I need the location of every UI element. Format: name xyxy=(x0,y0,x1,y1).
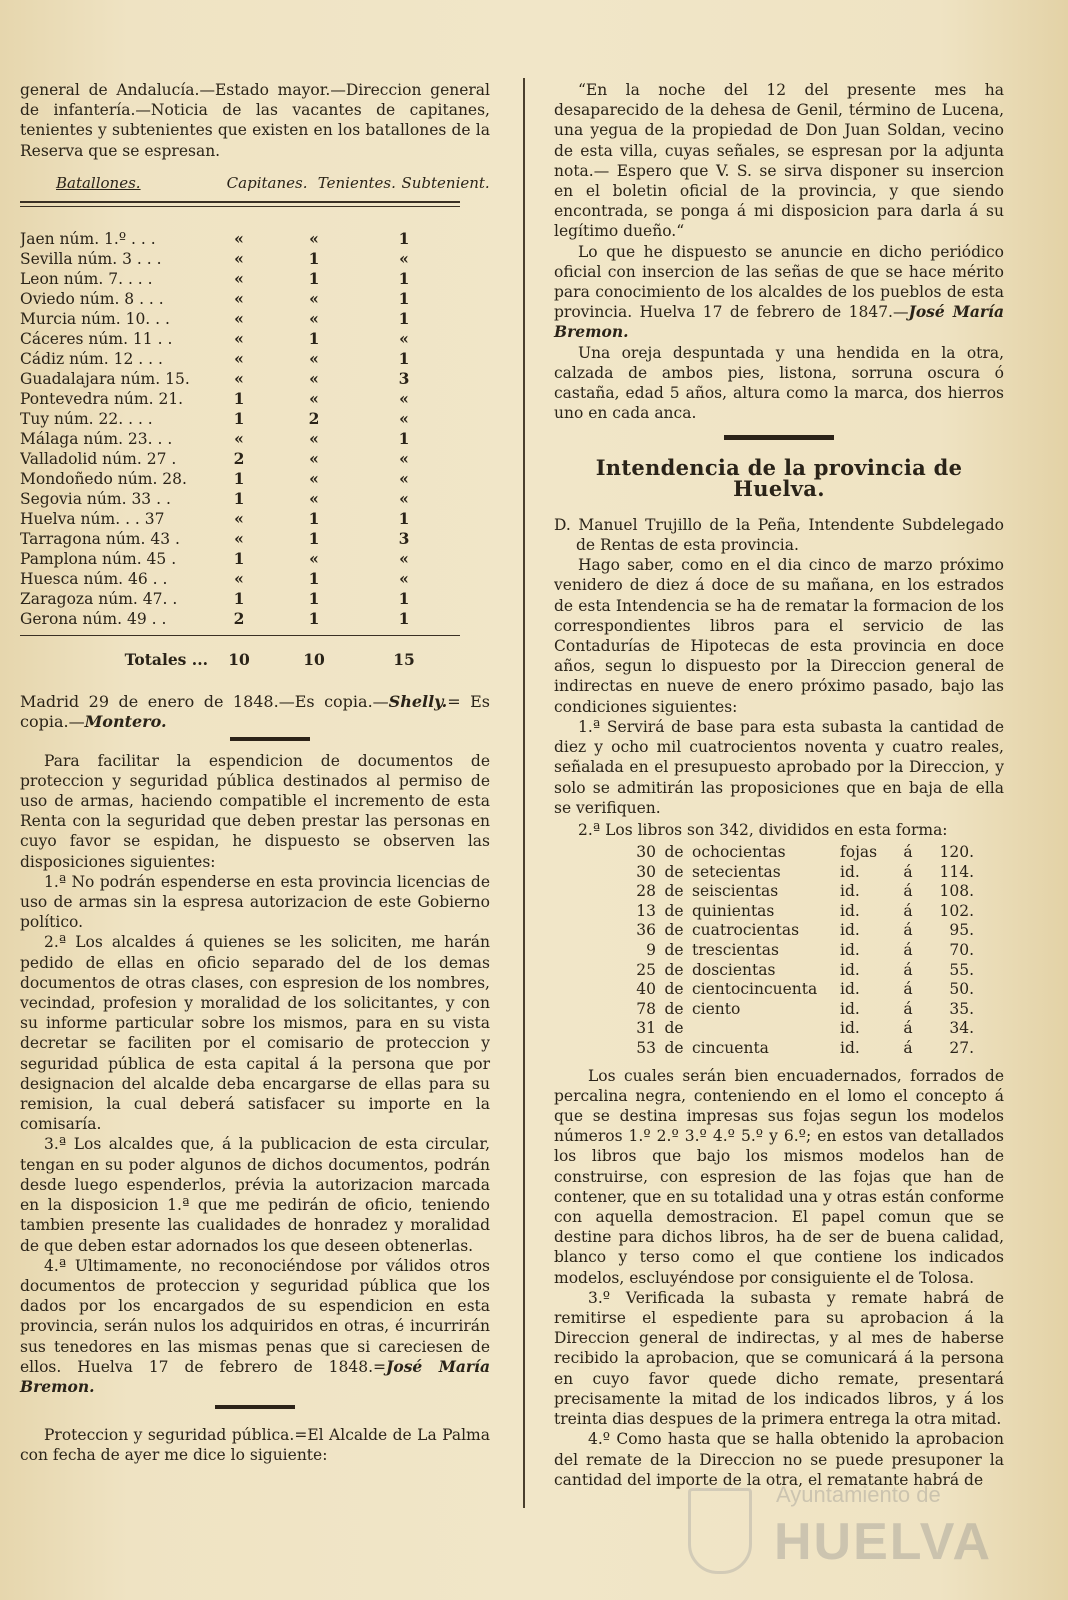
madrid-signature xyxy=(20,692,490,732)
subtenientes-cell: « xyxy=(399,388,409,408)
book-pages: seiscientas xyxy=(692,882,779,901)
subtenientes-cell: « xyxy=(399,328,409,348)
book-count: 31 xyxy=(636,1019,656,1038)
book-de: de xyxy=(664,901,684,920)
section-rule-2 xyxy=(215,1405,295,1409)
condicion-3: 3.º Verificada la subasta y remate habrá de remitirse el espediente para su aprobacion á la Direccion general de indirectas, y al mes de haberse recibido la aprobacion, que se comunicará á la persona en cuyo favor quede dicho remate, presentará precisamente la mitad de los indicados libros, y á los treinta dias despues de la primera entrega la otra mitad. xyxy=(554,1288,1004,1429)
header-batallones: Batallones. xyxy=(56,173,141,192)
capitanes-cell: 2 xyxy=(233,608,245,628)
table-row xyxy=(20,449,490,469)
watermark-small-text: Ayuntamiento de xyxy=(776,1482,941,1507)
capitanes-cell: « xyxy=(234,228,244,248)
capitanes-cell: « xyxy=(234,248,244,268)
battalion-name: Guadalajara núm. 15. xyxy=(20,369,190,388)
capitanes-cell: « xyxy=(234,288,244,308)
battalion-name: Pontevedra núm. 21. xyxy=(20,389,184,408)
subtenientes-cell: « xyxy=(399,548,409,568)
signature-bremon-2: José María Bremon. xyxy=(554,302,1004,342)
book-price: 27. xyxy=(949,1039,974,1058)
battalion-name: Mondoñedo núm. 28. xyxy=(20,469,187,488)
subtenientes-cell: 1 xyxy=(398,228,410,248)
list-item xyxy=(628,940,1004,960)
book-fojas: id. xyxy=(840,1039,860,1058)
capitanes-cell: « xyxy=(234,568,244,588)
list-item xyxy=(628,1038,1004,1058)
book-a: á xyxy=(903,999,913,1018)
battalion-table-body xyxy=(20,229,490,629)
disposicion-3: 3.ª Los alcaldes que, á la publicacion de esta circular, tengan en su poder algunos de dichos documentos, podrán desde luego espenderlos, prévia la autorizacion marcada en la disposicion 1.ª que me pedirán de oficio, teniendo tambien presente las cualidades de honradez y moralidad de que deben estar adornados los que deseen obtenerlas. xyxy=(20,1135,490,1255)
capitanes-cell: « xyxy=(234,508,244,528)
book-count: 30 xyxy=(636,862,656,881)
book-pages: trescientas xyxy=(692,941,779,960)
intendente-line: D. Manuel Trujillo de la Peña, Intendente Subdelegado de Rentas de esta provincia. xyxy=(554,515,1004,555)
battalion-name: Huelva núm. . . 37 xyxy=(20,509,165,528)
tenientes-cell: « xyxy=(309,288,319,308)
subtenientes-cell: « xyxy=(399,448,409,468)
books-description: Los cuales serán bien encuadernados, forrados de percalina negra, conteniendo en el lomo el concepto á que se destina impresas sus fojas segun los modelos números 1.º 2.º 3.º 4.º 5.º y 6.º; en estos van detallados los libros que bajo los mismos modelos han de construirse, con espresion de las fojas que han de contener, que en su totalidad una y otras están conforme con aquella demostracion. El papel comun que se destine para dichos libros, ha de ser de buena calidad, blanco y terso como el que contiene los indicados modelos, escluyéndose por consiguiente el de Tolosa. xyxy=(554,1066,1004,1287)
book-de: de xyxy=(664,862,684,881)
table-row xyxy=(20,349,490,369)
tenientes-cell: « xyxy=(309,428,319,448)
book-count: 78 xyxy=(636,999,656,1018)
tenientes-cell: « xyxy=(309,448,319,468)
list-item xyxy=(628,901,1004,921)
battalion-name: Valladolid núm. 27 . xyxy=(20,449,177,468)
right-column xyxy=(554,80,1004,1490)
quote-yegua: “En la noche del 12 del presente mes ha desaparecido de la dehesa de Genil, término de Lucena, una yegua de la propiedad de Don Juan Soldan, vecino de esta villa, cuyas señales, se espresan por la adjunta nota.— Espero que V. S. se sirva disponer su insercion en el boletin oficial de la provincia, y que siendo encontrada, se ponga á mi disposicion para darla á su legítimo dueño.“ xyxy=(554,81,1004,241)
book-fojas: id. xyxy=(840,901,860,920)
subtenientes-cell: « xyxy=(399,468,409,488)
book-fojas: id. xyxy=(840,980,860,999)
table-row xyxy=(20,549,490,569)
section-rule xyxy=(230,737,310,741)
books-list xyxy=(628,842,1004,1058)
book-de: de xyxy=(664,843,684,862)
totals-capitanes: 10 xyxy=(228,650,250,670)
book-fojas: id. xyxy=(840,941,860,960)
capitanes-cell: « xyxy=(234,348,244,368)
table-row xyxy=(20,329,490,349)
totals-tenientes: 10 xyxy=(303,650,325,670)
list-item xyxy=(628,960,1004,980)
disposicion-4 xyxy=(20,1256,490,1397)
header-capitanes: Capitanes. xyxy=(226,173,308,192)
book-de: de xyxy=(664,960,684,979)
book-pages: cientocincuenta xyxy=(692,980,818,999)
battalion-name: Pamplona núm. 45 . xyxy=(20,549,177,568)
list-item xyxy=(628,881,1004,901)
book-pages: quinientas xyxy=(692,901,775,920)
madrid-copy: = Es copia.— xyxy=(20,692,490,732)
table-row xyxy=(20,269,490,289)
signature-shelly: Shelly. xyxy=(388,692,448,712)
tenientes-cell: « xyxy=(309,228,319,248)
book-pages: ochocientas xyxy=(692,843,786,862)
book-a: á xyxy=(903,960,913,979)
book-count: 28 xyxy=(636,882,656,901)
capitanes-cell: « xyxy=(234,528,244,548)
capitanes-cell: 1 xyxy=(233,388,245,408)
book-count: 30 xyxy=(636,843,656,862)
book-count: 40 xyxy=(636,980,656,999)
tenientes-cell: 1 xyxy=(308,248,320,268)
shield-icon xyxy=(688,1488,752,1574)
section-rule-3 xyxy=(724,435,834,440)
book-fojas: id. xyxy=(840,921,860,940)
table-row xyxy=(20,429,490,449)
book-a: á xyxy=(903,980,913,999)
tenientes-cell: « xyxy=(309,368,319,388)
disposicion-1: 1.ª No podrán espenderse en esta provincia licencias de uso de armas sin la espresa autorizacion de este Gobierno político. xyxy=(20,872,490,932)
totals-row xyxy=(20,650,490,670)
subtenientes-cell: 1 xyxy=(398,428,410,448)
list-item xyxy=(628,979,1004,999)
tenientes-cell: « xyxy=(309,468,319,488)
condicion-2: 2.ª Los libros son 342, divididos en esta forma: xyxy=(578,820,948,839)
book-price: 35. xyxy=(949,999,974,1018)
book-pages xyxy=(692,1018,840,1038)
list-item xyxy=(628,842,1004,862)
subtenientes-cell: « xyxy=(399,488,409,508)
totals-subtenientes: 15 xyxy=(393,650,415,670)
list-item xyxy=(628,1018,1004,1038)
tenientes-cell: 1 xyxy=(308,268,320,288)
capitanes-cell: 1 xyxy=(233,408,245,428)
book-a: á xyxy=(903,1019,913,1038)
paragraph-armas: Para facilitar la espendicion de documentos de proteccion y seguridad pública destinados al permiso de uso de armas, haciendo compatible el incremento de esta Renta con la seguridad que deben prestar las personas en cuyo favor se espidan, he dispuesto se observen las disposiciones siguientes: xyxy=(20,751,490,871)
table-row xyxy=(20,309,490,329)
battalion-name: Sevilla núm. 3 . . . xyxy=(20,249,162,268)
book-fojas: id. xyxy=(840,999,860,1018)
signature-montero: Montero. xyxy=(84,712,167,732)
book-fojas: id. xyxy=(840,1019,860,1038)
book-a: á xyxy=(903,882,913,901)
disposicion-4-text: 4.ª Ultimamente, no reconociéndose por válidos otros documentos de proteccion y seguridad pública que los dados por los encargados de su espendicion en esta provincia, serán nulos los adquiridos en otras, é incurrirán sus tenedores en las mismas penas que si careciesen de ellos. Huelva 17 de febrero de 1848.= xyxy=(20,1256,490,1376)
book-count: 13 xyxy=(636,901,656,920)
tenientes-cell: « xyxy=(309,388,319,408)
book-pages: setecientas xyxy=(692,862,781,881)
tenientes-cell: 1 xyxy=(308,528,320,548)
capitanes-cell: 2 xyxy=(233,448,245,468)
tenientes-cell: 1 xyxy=(308,588,320,608)
tenientes-cell: « xyxy=(309,488,319,508)
madrid-text: Madrid 29 de enero de 1848.—Es copia.— xyxy=(20,692,389,712)
table-row xyxy=(20,369,490,389)
book-de: de xyxy=(664,941,684,960)
tenientes-cell: 1 xyxy=(308,608,320,628)
book-a: á xyxy=(903,843,913,862)
subtenientes-cell: 1 xyxy=(398,288,410,308)
capitanes-cell: « xyxy=(234,268,244,288)
book-price: 50. xyxy=(949,980,974,999)
list-item xyxy=(628,999,1004,1019)
battalion-name: Zaragoza núm. 47. . xyxy=(20,589,178,608)
battalion-name: Murcia núm. 10. . . xyxy=(20,309,170,328)
tenientes-cell: « xyxy=(309,308,319,328)
subtenientes-cell: 3 xyxy=(398,368,410,388)
subtenientes-cell: 1 xyxy=(398,508,410,528)
table-row xyxy=(20,249,490,269)
notice-anuncie-text: Lo que he dispuesto se anuncie en dicho periódico oficial con insercion de las señas de que se hace mérito para conocimiento de los alcaldes de los pueblos de esta provincia. Huelva 17 de febrero de 1847.— xyxy=(554,242,1004,322)
intro-paragraph: general de Andalucía.—Estado mayor.—Direccion general de infantería.—Noticia de las vacantes de capitanes, tenientes y subtenientes que existen en los batallones de la Reserva que se espresan. xyxy=(20,81,490,160)
header-tenientes: Tenientes. xyxy=(317,173,396,192)
tenientes-cell: « xyxy=(309,348,319,368)
notice-anuncie xyxy=(554,242,1004,343)
table-row xyxy=(20,229,490,249)
battalion-name: Huesca núm. 46 . . xyxy=(20,569,168,588)
book-count: 36 xyxy=(636,921,656,940)
book-count: 9 xyxy=(646,941,656,960)
book-de: de xyxy=(664,1019,684,1038)
book-de: de xyxy=(664,882,684,901)
book-a: á xyxy=(903,941,913,960)
battalion-name: Tuy núm. 22. . . . xyxy=(20,409,153,428)
column-divider xyxy=(523,78,525,1508)
book-de: de xyxy=(664,980,684,999)
book-price: 108. xyxy=(939,882,974,901)
book-pages: doscientas xyxy=(692,960,776,979)
book-a: á xyxy=(903,1039,913,1058)
book-de: de xyxy=(664,999,684,1018)
subtenientes-cell: 1 xyxy=(398,588,410,608)
capitanes-cell: 1 xyxy=(233,588,245,608)
capitanes-cell: « xyxy=(234,368,244,388)
capitanes-cell: « xyxy=(234,308,244,328)
battalion-name: Málaga núm. 23. . . xyxy=(20,429,173,448)
hago-saber: Hago saber, como en el dia cinco de marzo próximo venidero de diez á doce de su mañana, en los estrados de esta Intendencia se ha de rematar la formacion de los correspondientes libros para el servicio de las Contadurías de Hipotecas de esta provincia en doce años, segun lo dispuesto por la Direccion general de indirectas en nueve de enero próximo pasado, bajo las condiciones siguientes: xyxy=(554,556,1004,716)
battalion-name: Leon núm. 7. . . . xyxy=(20,269,153,288)
intendencia-heading: Intendencia de la provincia de Huelva. xyxy=(595,455,963,501)
subtenientes-cell: « xyxy=(399,248,409,268)
proteccion-paragraph: Proteccion y seguridad pública.=El Alcalde de La Palma con fecha de ayer me dice lo siguiente: xyxy=(20,1426,490,1465)
subtenientes-cell: 3 xyxy=(398,528,410,548)
capitanes-cell: 1 xyxy=(233,548,245,568)
list-item xyxy=(628,920,1004,940)
battalion-name: Gerona núm. 49 . . xyxy=(20,609,167,628)
book-pages: ciento xyxy=(692,999,741,1018)
header-subtenientes: Subtenient. xyxy=(401,173,490,192)
battalion-name: Cádiz núm. 12 . . . xyxy=(20,349,163,368)
capitanes-cell: « xyxy=(234,328,244,348)
book-pages: cincuenta xyxy=(692,1039,769,1058)
table-row xyxy=(20,529,490,549)
book-price: 95. xyxy=(949,921,974,940)
book-de: de xyxy=(664,1039,684,1058)
table-rule xyxy=(20,201,460,207)
battalion-name: Jaen núm. 1.º . . . xyxy=(20,229,156,248)
tenientes-cell: 1 xyxy=(308,508,320,528)
subtenientes-cell: « xyxy=(399,568,409,588)
book-count: 25 xyxy=(636,960,656,979)
table-row xyxy=(20,389,490,409)
table-row xyxy=(20,489,490,509)
book-price: 34. xyxy=(949,1019,974,1038)
condicion-1: 1.ª Servirá de base para esta subasta la cantidad de diez y ocho mil cuatrocientos noventa y cuatro reales, señalada en el presupuesto aprobado por la Direccion, y solo se admitirán las proposiciones que en baja de ella se verifiquen. xyxy=(554,717,1004,817)
tenientes-cell: 1 xyxy=(308,328,320,348)
tenientes-cell: 2 xyxy=(308,408,320,428)
book-pages: cuatrocientas xyxy=(692,921,800,940)
tenientes-cell: « xyxy=(309,548,319,568)
book-a: á xyxy=(903,862,913,881)
battalion-name: Oviedo núm. 8 . . . xyxy=(20,289,164,308)
table-row xyxy=(20,569,490,589)
horse-description: Una oreja despuntada y una hendida en la otra, calzada de ambos pies, listona, sorruna oscura ó castaña, edad 5 años, altura como la marca, dos hierros uno en cada anca. xyxy=(554,343,1004,423)
subtenientes-cell: 1 xyxy=(398,308,410,328)
book-price: 55. xyxy=(949,960,974,979)
list-item xyxy=(628,862,1004,882)
capitanes-cell: 1 xyxy=(233,488,245,508)
battalion-name: Tarragona núm. 43 . xyxy=(20,529,180,548)
table-row xyxy=(20,509,490,529)
battalion-name: Cáceres núm. 11 . . xyxy=(20,329,173,348)
capitanes-cell: 1 xyxy=(233,468,245,488)
book-a: á xyxy=(903,921,913,940)
book-de: de xyxy=(664,921,684,940)
book-fojas: id. xyxy=(840,960,860,979)
capitanes-cell: « xyxy=(234,428,244,448)
table-row xyxy=(20,589,490,609)
totals-rule xyxy=(20,635,460,636)
subtenientes-cell: 1 xyxy=(398,348,410,368)
book-a: á xyxy=(903,901,913,920)
table-row xyxy=(20,289,490,309)
signature-bremon: José María Bremon. xyxy=(20,1356,490,1396)
table-row xyxy=(20,469,490,489)
condicion-4: 4.º Como hasta que se halla obtenido la aprobacion del remate de la Direccion no se puede presuponer la cantidad del importe de la otra, el rematante habrá de xyxy=(554,1430,1004,1489)
table-row xyxy=(20,409,490,429)
book-price: 70. xyxy=(949,941,974,960)
left-column xyxy=(20,80,490,1466)
subtenientes-cell: 1 xyxy=(398,608,410,628)
book-fojas: fojas xyxy=(840,843,878,862)
watermark-big-text: HUELVA xyxy=(774,1513,993,1571)
tenientes-cell: 1 xyxy=(308,568,320,588)
disposicion-2: 2.ª Los alcaldes á quienes se les soliciten, me harán pedido de ellas en oficio separado del de los demas documentos de otras clases, con espresion de los nombres, vecindad, profesion y moralidad de los solicitantes, y con su informe particular sobre los mismos, para en su vista decretar se faciliten por el comisario de proteccion y seguridad pública de esta capital á la persona que por designacion del alcalde deba encargarse de ellas para su remision, la cual deberá satisfacer su importe en la comisaría. xyxy=(20,933,490,1134)
book-fojas: id. xyxy=(840,882,860,901)
book-price: 102. xyxy=(939,901,974,920)
book-price: 114. xyxy=(939,862,974,881)
watermark-logo xyxy=(688,1478,1018,1578)
table-row xyxy=(20,609,490,629)
subtenientes-cell: 1 xyxy=(398,268,410,288)
book-price: 120. xyxy=(939,843,974,862)
book-fojas: id. xyxy=(840,862,860,881)
totals-label: Totales ... xyxy=(124,650,208,670)
book-count: 53 xyxy=(636,1039,656,1058)
subtenientes-cell: « xyxy=(399,408,409,428)
battalion-table-header xyxy=(20,173,490,193)
battalion-name: Segovia núm. 33 . . xyxy=(20,489,171,508)
